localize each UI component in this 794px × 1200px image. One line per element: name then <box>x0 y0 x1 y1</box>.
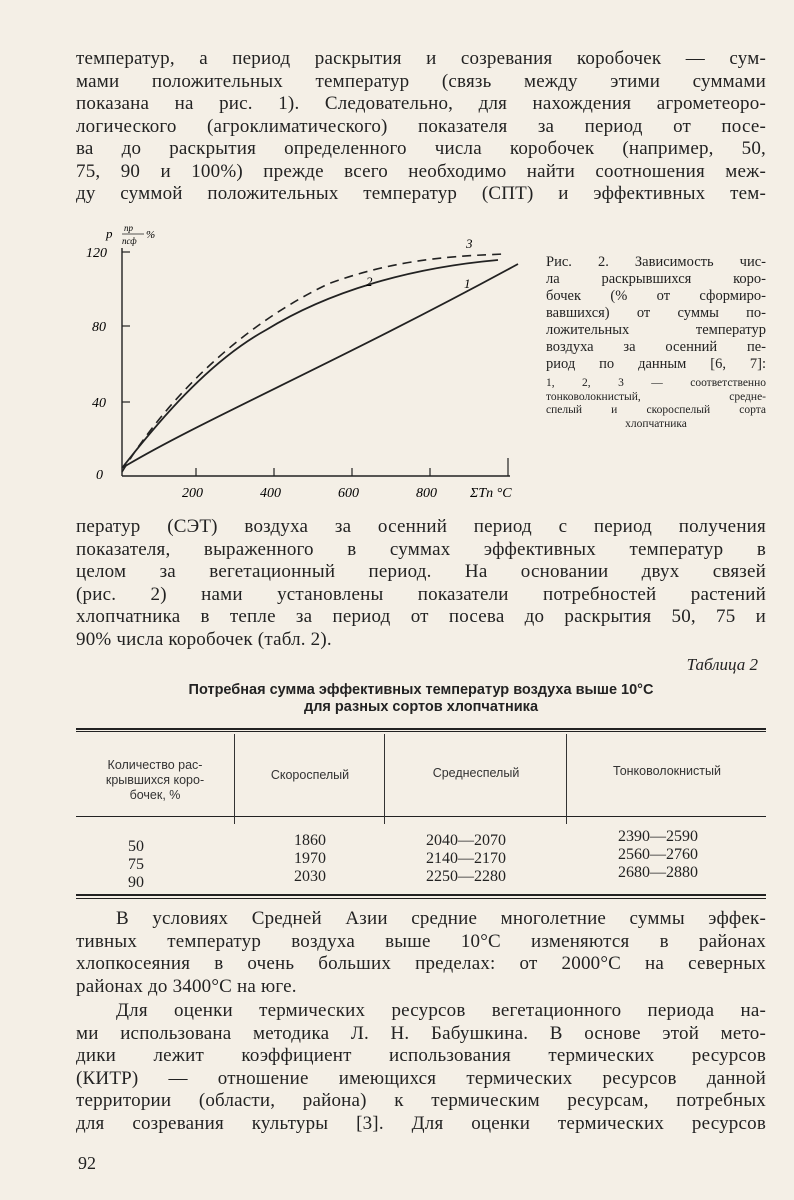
paragraph-3 <box>76 908 766 998</box>
caption-legend <box>546 377 766 431</box>
legend-line: хлопчатника <box>625 417 687 430</box>
table-label: Таблица 2 <box>686 655 758 674</box>
text-line: мами положительных температур (связь между этими суммами <box>76 70 766 92</box>
x-tick-label: 200 <box>182 486 203 501</box>
y-tick-label: 40 <box>92 396 106 411</box>
header-boll-count: Количество рас- крывшихся коро- бочек, % <box>105 758 205 802</box>
curve-label-1: 1 <box>464 276 471 291</box>
table-cell: 1860 <box>294 832 326 849</box>
text-line: 75, 90 и 100%) прежде всего необходимо найти соотношения меж- <box>76 160 766 182</box>
table-column-boll-count <box>86 838 186 892</box>
text-line: ми использована методика Л. Н. Бабушкина. В основе этой мето- <box>76 1022 766 1044</box>
table-cell: 2560—2760 <box>618 846 698 863</box>
x-tick-label: 800 <box>416 486 437 501</box>
caption-line: воздуха за осенний пе- <box>546 339 766 355</box>
text-line: ду суммой положительных температур (СПТ) и эффективных тем- <box>76 183 766 204</box>
text-line: Для оценки термических ресурсов вегетационного периода на- <box>116 1000 766 1021</box>
table-column-mid-ripening <box>386 832 546 886</box>
data-table <box>76 728 766 900</box>
text-line: температур, а период раскрытия и созревания коробочек — сум- <box>76 48 766 69</box>
table-title-line: для разных сортов хлопчатника <box>303 699 539 715</box>
text-line: показана на рис. 1). Следовательно, для нахождения агрометеоро- <box>76 93 766 114</box>
text-line: хлопкосеяния в очень больших пределах: от 2000°С на северных <box>76 953 766 974</box>
text-line: для созревания культуры [3]. Для оценки термических ресурсов <box>76 1112 766 1134</box>
legend-line: 1, 2, 3 — соответственно <box>546 377 766 389</box>
figure-caption <box>546 254 766 431</box>
caption-line: Рис. 2. Зависимость чис- <box>546 254 766 270</box>
curve-3 <box>122 254 504 472</box>
table-cell: 50 <box>128 838 144 855</box>
text-line: хлопчатника в тепле за период от посева до раскрытия 50, 75 и <box>76 606 766 627</box>
y-tick-label: 80 <box>92 320 106 335</box>
table-cell: 2040—2070 <box>426 832 506 849</box>
figure-2-graph <box>78 222 538 507</box>
table-cell: 2030 <box>294 868 326 885</box>
y-axis-ratio-denominator: nсф <box>122 236 137 246</box>
text-line: 90% числа коробочек (табл. 2). <box>76 628 332 650</box>
curve-1 <box>122 264 518 468</box>
header-early-ripening: Скороспелый <box>270 768 350 782</box>
table-cell: 75 <box>128 856 144 873</box>
table-cell: 1970 <box>294 850 326 867</box>
text-line: В условиях Средней Азии средние многолетние суммы эффек- <box>116 908 766 929</box>
text-line: показателя, выраженного в суммах эффективных температур в <box>76 538 766 560</box>
y-axis-unit: % <box>146 229 156 241</box>
x-axis-label: ΣTп °C <box>470 486 512 501</box>
text-line: (рис. 2) нами установлены показатели потребностей растений <box>76 583 766 605</box>
y-axis-ratio-numerator: nр <box>124 223 133 233</box>
header-fine-fiber: Тонковолокнистый <box>613 764 721 778</box>
x-tick-label: 600 <box>338 486 359 501</box>
table-title-line: Потребная сумма эффективных температур воздуха выше 10°С <box>188 682 654 698</box>
text-line: целом за вегетационный период. На основании двух связей <box>76 561 766 582</box>
y-axis-label: p <box>106 226 113 241</box>
table-cell: 2250—2280 <box>426 868 506 885</box>
curve-label-2: 2 <box>366 274 373 289</box>
text-line: районах до 3400°С на юге. <box>76 975 297 997</box>
y-tick-label: 120 <box>86 246 107 261</box>
paragraph-4 <box>76 1000 766 1135</box>
caption-line: риод по данным [6, 7]: <box>546 356 766 372</box>
caption-line: вавшихся) от суммы по- <box>546 305 766 321</box>
text-line: ператур (СЭТ) воздуха за осенний период с период получения <box>76 516 766 537</box>
text-line: дики лежит коэффициент использования термических ресурсов <box>76 1045 766 1066</box>
x-tick-label: 400 <box>260 486 281 501</box>
caption-line: ложительных температур <box>546 322 766 338</box>
table-cell: 2140—2170 <box>426 850 506 867</box>
legend-line: спелый и скороспелый сорта <box>546 404 766 416</box>
paragraph-2 <box>76 516 766 651</box>
caption-line: ла раскрывшихся коро- <box>546 271 766 287</box>
page-number: 92 <box>78 1153 96 1173</box>
paragraph-1 <box>76 48 766 206</box>
text-line: ва до раскрытия определенного числа коробочек (например, 50, <box>76 138 766 159</box>
table-title <box>76 682 766 716</box>
table-column-fine-fiber <box>568 828 748 882</box>
table-cell: 2680—2880 <box>618 864 698 881</box>
y-tick-label: 0 <box>96 468 103 483</box>
table-cell: 90 <box>128 874 144 891</box>
table-cell: 2390—2590 <box>618 828 698 845</box>
text-line: тивных температур воздуха выше 10°С изменяются в районах <box>76 930 766 952</box>
text-line: (КИТР) — отношение имеющихся термических ресурсов данной <box>76 1067 766 1089</box>
table-column-early-ripening <box>236 832 384 886</box>
text-line: логического (агроклиматического) показателя за период от посе- <box>76 115 766 137</box>
header-mid-ripening: Среднеспелый <box>432 766 520 780</box>
caption-line: бочек (% от сформиро- <box>546 288 766 304</box>
legend-line: тонковолокнистый, средне- <box>546 390 766 403</box>
curve-label-3: 3 <box>466 236 473 251</box>
text-line: территории (области, района) к термическим ресурсам, потребных <box>76 1090 766 1111</box>
